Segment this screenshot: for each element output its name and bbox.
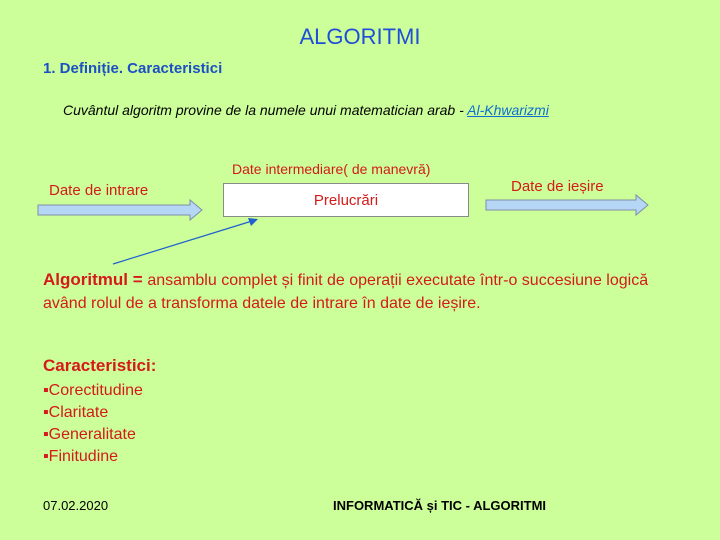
processing-box: Prelucrări bbox=[223, 183, 469, 217]
characteristics-heading: Caracteristici: bbox=[43, 356, 157, 375]
al-khwarizmi-link[interactable]: Al-Khwarizmi bbox=[467, 102, 549, 118]
input-data-label: Date de intrare bbox=[49, 182, 149, 199]
output-arrow-icon bbox=[486, 195, 648, 215]
definition-text: ansamblu complet și finit de operații executate într-o succesiune logică având rolul de a transforma datele de intrare în date de ieșire. bbox=[43, 272, 649, 312]
list-item: ▪ Claritate bbox=[43, 402, 143, 424]
slide-title: ALGORITMI bbox=[299, 24, 421, 49]
algorithm-definition bbox=[43, 268, 663, 315]
list-item: ▪ Generalitate bbox=[43, 424, 143, 446]
footer-text: INFORMATICĂ și TIC - ALGORITMI bbox=[333, 498, 547, 513]
characteristics-list bbox=[43, 380, 143, 468]
output-data-label: Date de ieșire bbox=[511, 178, 604, 195]
intro-sentence: Cuvântul algoritm provine de la numele unui matematician arab - bbox=[63, 102, 468, 118]
intermediate-data-label: Date intermediare( de manevră) bbox=[232, 161, 431, 177]
pointer-arrow-icon bbox=[113, 218, 258, 264]
footer-date: 07.02.2020 bbox=[43, 498, 109, 513]
input-arrow-icon bbox=[38, 200, 202, 220]
section-heading: 1. Definiție. Caracteristici bbox=[43, 60, 223, 77]
definition-term: Algoritmul = bbox=[43, 270, 148, 289]
list-item: ▪ Corectitudine bbox=[43, 380, 143, 402]
list-item: ▪ Finitudine bbox=[43, 446, 143, 468]
